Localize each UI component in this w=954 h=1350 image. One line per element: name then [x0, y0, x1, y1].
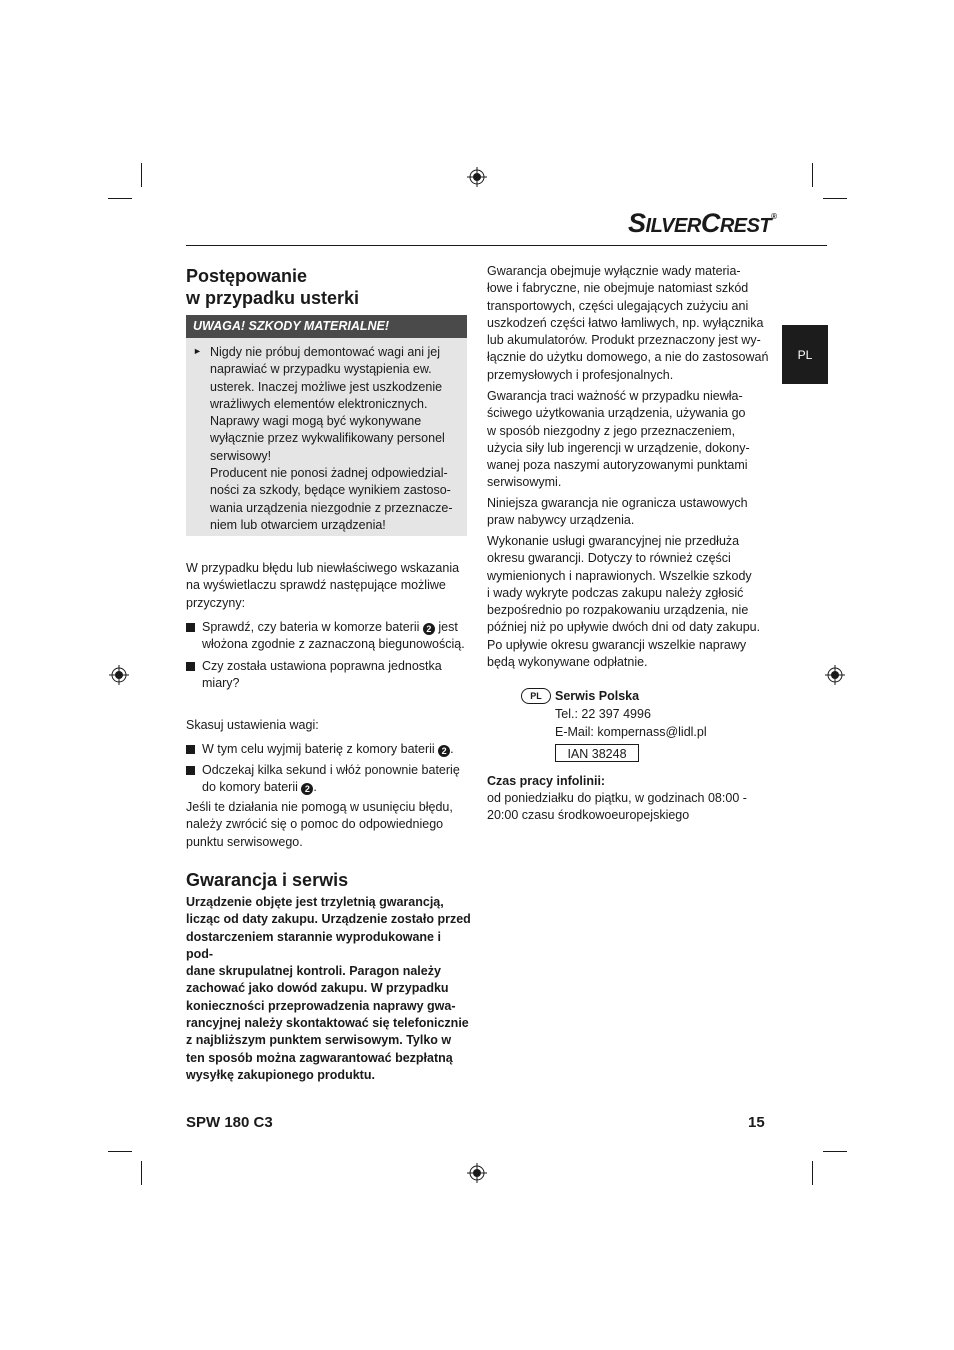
- bullet-unit-check: Czy została ustawiona poprawna jednostka miary?: [202, 659, 442, 691]
- battery-compartment-number-icon: 2: [438, 745, 450, 757]
- crop-mark: [823, 1151, 847, 1152]
- service-email: E-Mail: kompernass@lidl.pl: [555, 725, 707, 739]
- service-name: Serwis Polska: [555, 689, 640, 703]
- bullet-reinsert-battery: Odczekaj kilka sekund i włóż ponownie baterię do komory baterii 2 .: [202, 763, 460, 795]
- contact-service-text: Jeśli te działania nie pomogą w usunięciu błędu, należy zwrócić się o pomoc do odpowiedniego punktu serwisowego.: [186, 800, 453, 849]
- registration-mark-icon: [109, 665, 129, 685]
- square-bullet-icon: [186, 766, 195, 775]
- page-number: 15: [748, 1114, 765, 1131]
- warning-box: [186, 338, 467, 536]
- section-title-troubleshooting: Postępowanie w przypadku usterki: [186, 266, 360, 308]
- crop-mark: [108, 198, 132, 199]
- brand-logo: SILVERCREST®: [628, 208, 777, 238]
- crop-mark: [141, 1161, 142, 1185]
- hotline-hours-text: od poniedziałku do piątku, w godzinach 08:00 - 20:00 czasu środkowoeuropejskiego: [487, 791, 747, 823]
- square-bullet-icon: [186, 745, 195, 754]
- reset-label: Skasuj ustawienia wagi:: [186, 718, 319, 732]
- hotline-hours-label: Czas pracy infolinii:: [487, 774, 606, 788]
- warranty-intro: Urządzenie objęte jest trzyletnią gwarancją, licząc od daty zakupu. Urządzenie zostało przed dostarczeniem starannie wyprodukowane i pod- dane skrupulatnej kontroli. Paragon należy zachować jako dowód zakupu. W przypadku konieczności przeprowadzenia naprawy gwa- rancyjnej należy skontaktować się telefonicznie z najbliższym punktem serwisowym. Tylko w ten sposób można zagwarantować bezpłatną wysyłkę zakupionego produktu.: [186, 895, 471, 1082]
- battery-compartment-number-icon: 2: [423, 623, 435, 635]
- square-bullet-icon: [186, 662, 195, 671]
- warranty-paragraph-1: Gwarancja obejmuje wyłącznie wady materia- łowe i fabryczne, nie obejmuje natomiast szkód transportowych, części ulegających zużyciu ani uszkodzeń części łatwo łamliwych, np. wyłącznika lub akumulatorów. Produkt przeznaczony jest wy- łącznie do użytku domowego, a nie do zastosowań przemysłowych i profesjonalnych.: [487, 264, 769, 382]
- registration-mark-icon: [825, 665, 845, 685]
- model-number: SPW 180 C3: [186, 1114, 273, 1131]
- crop-mark: [823, 198, 847, 199]
- bullet-battery-polarity: Sprawdź, czy bateria w komorze baterii 2 jest włożona zgodnie z zaznaczoną biegunowością.: [202, 620, 465, 652]
- section-title-warranty: Gwarancja i serwis: [186, 870, 349, 890]
- header-rule: [186, 245, 827, 246]
- square-bullet-icon: [186, 623, 195, 632]
- registration-mark-icon: [467, 167, 487, 187]
- warning-heading: UWAGA! SZKODY MATERIALNE!: [186, 315, 467, 338]
- service-phone: Tel.: 22 397 4996: [555, 707, 651, 721]
- crop-mark: [812, 1161, 813, 1185]
- troubleshoot-intro: W przypadku błędu lub niewłaściwego wskazania na wyświetlaczu sprawdź następujące możliwe przyczyny:: [186, 561, 460, 610]
- registration-mark-icon: [467, 1163, 487, 1183]
- language-tab: PL: [782, 325, 828, 384]
- warranty-paragraph-3: Niniejsza gwarancja nie ogranicza ustawowych praw nabywcy urządzenia.: [487, 496, 748, 528]
- ian-number: IAN 38248: [555, 744, 639, 762]
- arrow-bullet-icon: ►: [193, 346, 202, 356]
- warranty-paragraph-2: Gwarancja traci ważność w przypadku niewła- ściwego użytkowania urządzenia, używania go w sposób niezgodny z jego przeznaczeniem, użycia siły lub ingerencji w urządzenie, dokony- wanej poza naszymi autoryzowanymi punktami serwisowymi.: [487, 389, 750, 490]
- battery-compartment-number-icon: 2: [301, 783, 313, 795]
- crop-mark: [108, 1151, 132, 1152]
- crop-mark: [141, 163, 142, 187]
- bullet-remove-battery: W tym celu wyjmij baterię z komory baterii 2 .: [202, 742, 454, 756]
- crop-mark: [812, 163, 813, 187]
- warranty-paragraph-4: Wykonanie usługi gwarancyjnej nie przedłuża okresu gwarancji. Dotyczy to również części wymienionych i naprawionych. Wszelkie szkody i wady wykryte podczas zakupu należy zgłosić bezpośrednio po rozpakowaniu urządzenia, nie później niż po upływie dwóch dni od daty zakupu. Po upływie okresu gwarancji wszelkie naprawy będą wykonywane odpłatnie.: [487, 534, 761, 670]
- country-badge: PL: [521, 688, 551, 704]
- warning-text: Nigdy nie próbuj demontować wagi ani jej naprawiać w przypadku wystąpienia ew. usterek. Inaczej możliwe jest uszkodzenie wrażliwych elementów elektronicznych. Naprawy wagi mogą być wykonywane wyłącznie przez wykwalifikowany personel serwisowy! Producent nie ponosi żadnej odpowiedzial- ności za szkody, będące wynikiem zastoso- wania urządzenia niezgodnie z przeznacze- niem lub otwarciem urządzenia!: [210, 345, 453, 532]
